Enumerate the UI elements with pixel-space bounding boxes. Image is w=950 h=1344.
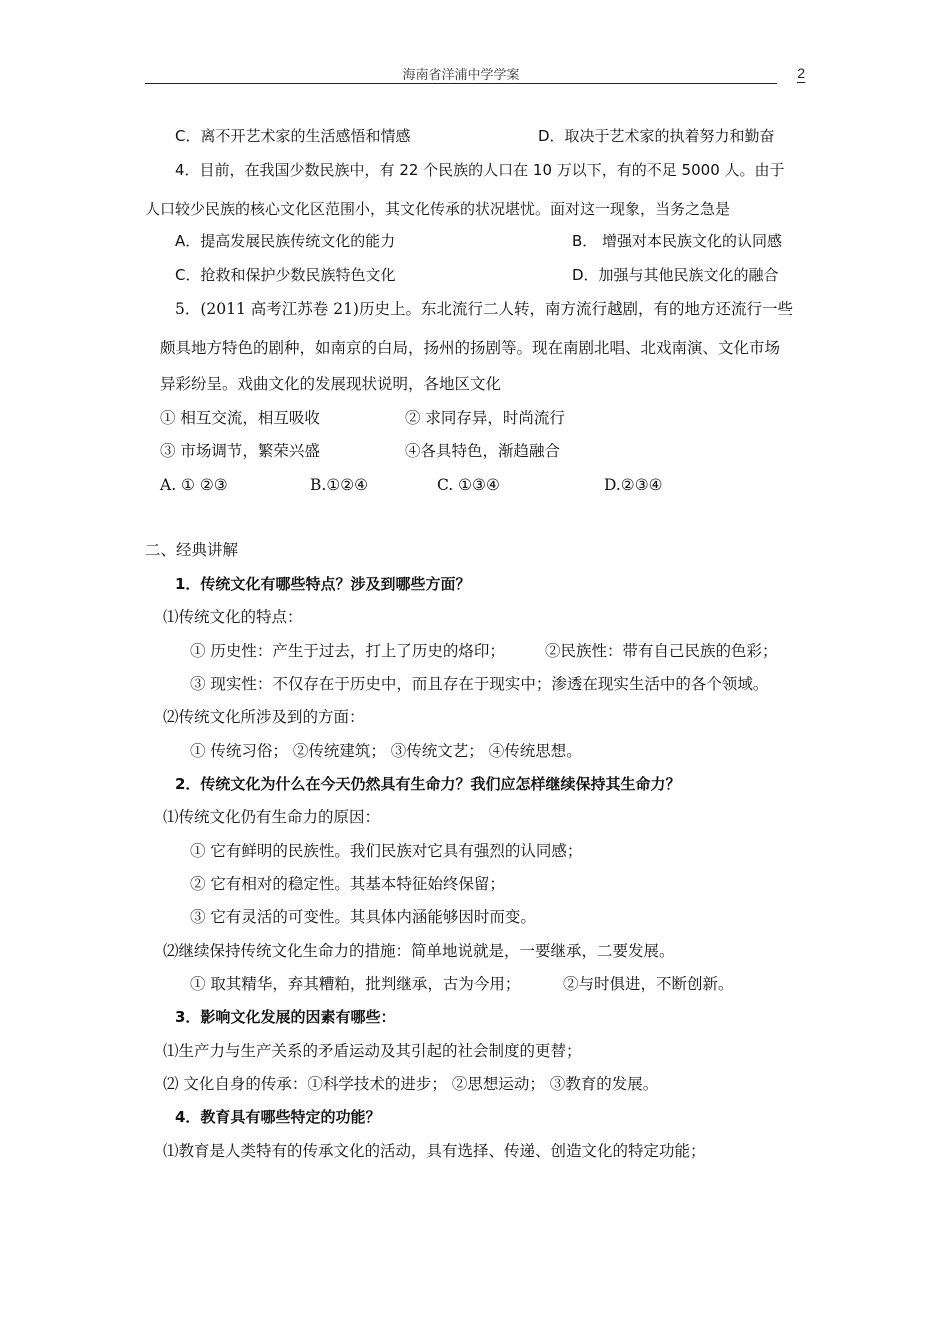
q5-stem-line1: 5．(2011 高考江苏卷 21)历史上。东北流行二人转，南方流行越剧，有的地方还流行一些: [175, 300, 793, 318]
q5-option-a: A. ① ②③: [160, 476, 228, 494]
header-title: 海南省洋浦中学学案: [402, 68, 520, 83]
k2-sub1: ⑴传统文化仍有生命力的原因：: [163, 808, 381, 826]
q5-option-d: D.②③④: [604, 476, 663, 494]
k2-point-1c: ③ 它有灵活的可变性。其具体内涵能够因时而变。: [190, 908, 536, 926]
q4-stem-line1: 4．目前，在我国少数民族中，有 22 个民族的人口在 10 万以下，有的不足 5000 人。由于: [175, 161, 785, 179]
q4-option-d: D．加强与其他民族文化的融合: [572, 266, 779, 284]
k4-title: 4．教育具有哪些特定的功能？: [175, 1108, 381, 1126]
k1-point-1b: ②民族性：带有自己民族的色彩；: [545, 642, 778, 660]
section-heading: 二、经典讲解: [145, 541, 239, 559]
k3-point-1: ⑴生产力与生产关系的矛盾运动及其引起的社会制度的更替；: [163, 1042, 582, 1060]
page-number: 2: [797, 65, 805, 81]
page-header: [145, 64, 805, 86]
q5-item-2: ② 求同存异，时尚流行: [405, 409, 565, 427]
q5-stem-line3: 异彩纷呈。戏曲文化的发展现状说明，各地区文化: [160, 375, 502, 393]
k1-sub2: ⑵传统文化所涉及到的方面：: [163, 708, 365, 726]
k2-point-1a: ① 它有鲜明的民族性。我们民族对它具有强烈的认同感；: [190, 842, 583, 860]
q3-option-d: D．取决于艺术家的执着努力和勤奋: [538, 127, 775, 145]
k1-point-1a: ① 历史性：产生于过去，打上了历史的烙印；: [190, 642, 505, 660]
q4-option-a: A．提高发展民族传统文化的能力: [175, 232, 396, 250]
k2-point-2a: ① 取其精华，弃其糟粕，批判继承，古为今用；: [190, 975, 521, 993]
k2-title: 2．传统文化为什么在今天仍然具有生命力？我们应怎样继续保持其生命力？: [175, 775, 681, 793]
q5-item-4: ④各具特色，渐趋融合: [405, 442, 561, 460]
k3-point-2: ⑵ 文化自身的传承：①科学技术的进步； ②思想运动； ③教育的发展。: [163, 1075, 659, 1093]
k2-point-1b: ② 它有相对的稳定性。其基本特征始终保留；: [190, 875, 505, 893]
q3-option-c: C．离不开艺术家的生活感悟和情感: [175, 127, 411, 145]
q5-option-b: B.①②④: [310, 476, 369, 494]
k2-sub2: ⑵继续保持传统文化生命力的措施：简单地说就是，一要继承，二要发展。: [163, 942, 675, 960]
k1-sub1: ⑴传统文化的特点：: [163, 608, 303, 626]
k1-point-2: ① 传统习俗； ②传统建筑； ③传统文艺； ④传统思想。: [190, 742, 582, 760]
q5-option-c: C. ①③④: [437, 476, 500, 494]
q4-option-c: C．抢救和保护少数民族特色文化: [175, 266, 396, 284]
k3-title: 3．影响文化发展的因素有哪些：: [175, 1008, 396, 1026]
q4-option-b: B． 增强对本民族文化的认同感: [572, 232, 783, 250]
q5-item-1: ① 相互交流，相互吸收: [160, 409, 320, 427]
k2-point-2b: ②与时俱进，不断创新。: [563, 975, 734, 993]
q5-stem-line2: 颇具地方特色的剧种，如南京的白局，扬州的扬剧等。现在南剧北唱、北戏南演、文化市场: [160, 339, 781, 357]
header-rule: [145, 83, 777, 84]
k1-point-1c: ③ 现实性：不仅存在于历史中，而且存在于现实中；渗透在现实生活中的各个领域。: [190, 675, 769, 693]
q4-stem-line2: 人口较少民族的核心文化区范围小，其文化传承的状况堪忧。面对这一现象，当务之急是: [145, 200, 731, 218]
q5-item-3: ③ 市场调节，繁荣兴盛: [160, 442, 320, 460]
k4-point-1: ⑴教育是人类特有的传承文化的活动，具有选择、传递、创造文化的特定功能；: [163, 1142, 706, 1160]
k1-title: 1．传统文化有哪些特点？涉及到哪些方面？: [175, 575, 471, 593]
